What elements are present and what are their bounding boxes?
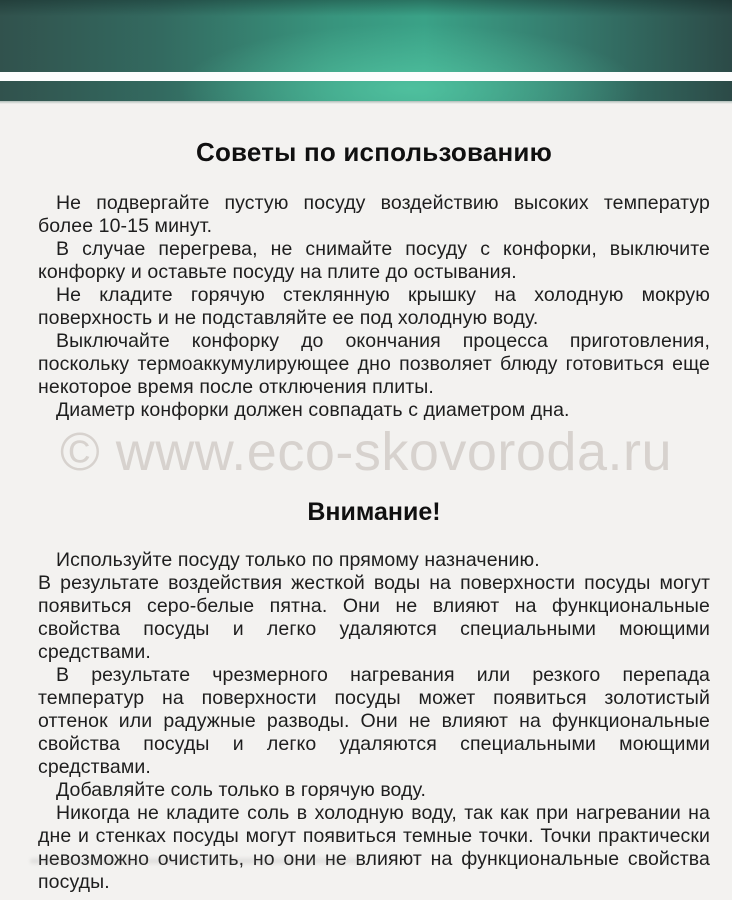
section-usage-tips — [38, 192, 710, 422]
decorative-header-band — [0, 0, 732, 101]
section-attention — [38, 549, 710, 894]
paragraph: Выключайте конфорку до окончания процесса приготовления, поскольку термоаккумулирующее дно позволяет блюду готовиться еще некоторое время после отключения плиты. — [38, 330, 710, 398]
page-title: Советы по использованию — [195, 137, 553, 167]
document-content — [0, 101, 732, 894]
paragraph: В случае перегрева, не снимайте посуду с конфорки, выключите конфорку и оставьте посуду на плите до остывания. — [38, 238, 710, 283]
print-bleed-artifact — [30, 858, 360, 864]
paragraph: Диаметр конфорки должен совпадать с диаметром дна. — [56, 399, 570, 421]
paragraph: В результате воздействия жесткой воды на поверхности посуды могут появиться серо-белые пятна. Они не влияют на функциональные свойства посуды и легко удаляются специальными моющими средствами. — [38, 572, 710, 663]
watermark: © www.eco-skovoroda.ru — [59, 422, 672, 482]
paragraph: Не подвергайте пустую посуду воздействию высоких температур более 10-15 минут. — [38, 192, 710, 237]
header-white-stripe — [0, 72, 732, 81]
paragraph: Не кладите горячую стеклянную крышку на холодную мокрую поверхность и не подставляйте ее под холодную воду. — [38, 284, 710, 329]
paragraph: Используйте посуду только по прямому назначению. — [56, 549, 540, 571]
paragraph: Никогда не кладите соль в холодную воду, так как при нагревании на дне и стенках посуды могут появиться темные точки. Точки практически невозможно очистить, но они не влияют на функциональные свойства посуды. — [38, 802, 710, 893]
paragraph: В результате чрезмерного нагревания или резкого перепада температур на поверхности посуды может появиться золотистый оттенок или радужные разводы. Они не влияют на функциональные свойства посуды и легко удаляются специальными моющими средствами. — [38, 664, 710, 778]
attention-heading: Внимание! — [307, 498, 441, 526]
paragraph: Добавляйте соль только в горячую воду. — [56, 779, 426, 801]
